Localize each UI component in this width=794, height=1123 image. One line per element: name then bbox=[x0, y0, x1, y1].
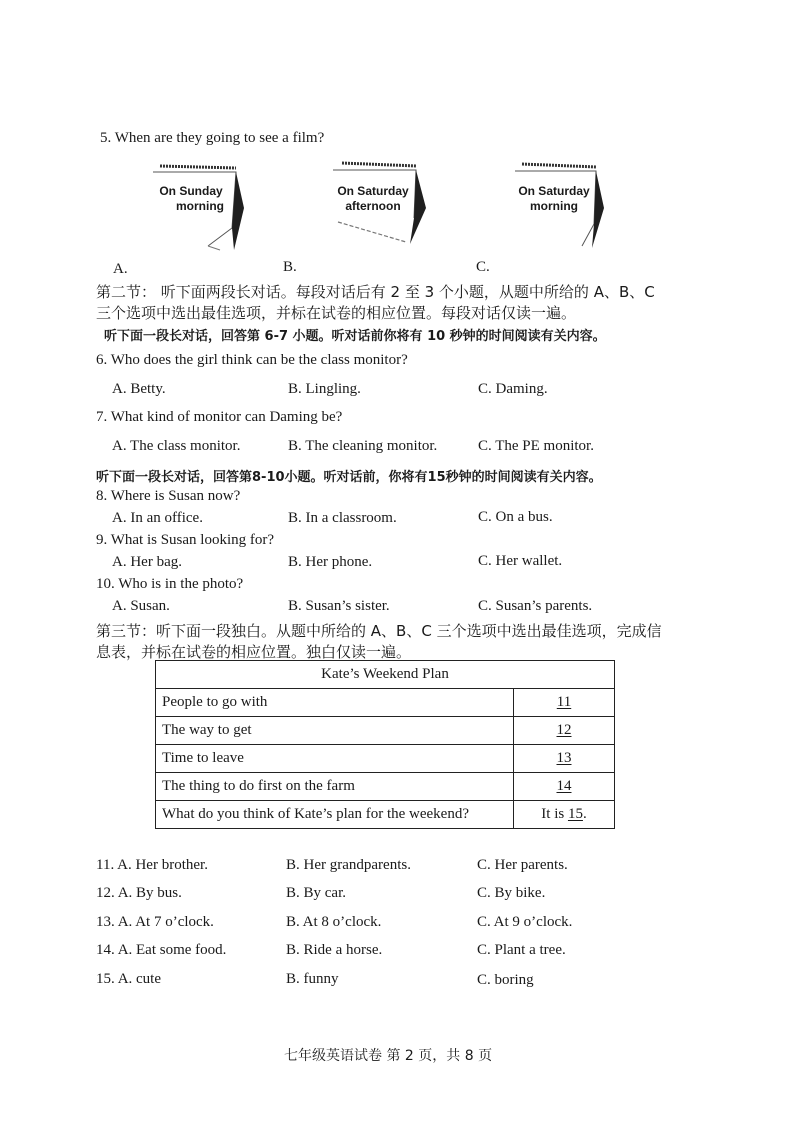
question-7: 7. What kind of monitor can Daming be? bbox=[96, 409, 343, 425]
calendar-c-image bbox=[510, 158, 660, 253]
table-row bbox=[156, 689, 615, 717]
calendar-c-line1: On Saturday bbox=[518, 184, 590, 198]
table-title-row bbox=[156, 661, 615, 689]
q13-option-b[interactable]: B. At 8 o’clock. bbox=[286, 914, 382, 930]
q12-option-c[interactable]: C. By bike. bbox=[477, 885, 546, 901]
question-5: 5. When are they going to see a film? bbox=[100, 130, 325, 146]
section3-instruction-line2: 息表，并标在试卷的相应位置。独白仅读一遍。 bbox=[96, 643, 412, 661]
q11-option-b[interactable]: B. Her grandparents. bbox=[286, 857, 411, 873]
q8-option-a[interactable]: A. In an office. bbox=[112, 510, 203, 526]
table-row bbox=[156, 773, 615, 801]
table-row-label: People to go with bbox=[156, 689, 514, 717]
table-row bbox=[156, 717, 615, 745]
q6-option-a[interactable]: A. Betty. bbox=[112, 381, 166, 397]
q14-option-a: 14. A. Eat some food. bbox=[96, 942, 227, 958]
calendar-a-image bbox=[148, 158, 298, 253]
calendar-b-image bbox=[328, 158, 478, 253]
table-row-label: Time to leave bbox=[156, 745, 514, 773]
q15-option-c[interactable]: C. boring bbox=[477, 972, 534, 988]
q10-option-a[interactable]: A. Susan. bbox=[112, 598, 170, 614]
q11-option-c[interactable]: C. Her parents. bbox=[477, 857, 568, 873]
question-8: 8. Where is Susan now? bbox=[96, 488, 241, 504]
q7-option-a[interactable]: A. The class monitor. bbox=[112, 438, 241, 454]
q14-option-b[interactable]: B. Ride a horse. bbox=[286, 942, 383, 958]
q11-option-a: 11. A. Her brother. bbox=[96, 857, 208, 873]
answer-blank[interactable]: 12 bbox=[514, 717, 615, 745]
q12-option-b[interactable]: B. By car. bbox=[286, 885, 346, 901]
q7-option-b[interactable]: B. The cleaning monitor. bbox=[288, 438, 438, 454]
calendar-b-line1: On Saturday bbox=[337, 184, 409, 198]
q9-option-b[interactable]: B. Her phone. bbox=[288, 554, 373, 570]
q15-option-b[interactable]: B. funny bbox=[286, 971, 339, 987]
q10-option-b[interactable]: B. Susan’s sister. bbox=[288, 598, 390, 614]
q6-option-c[interactable]: C. Daming. bbox=[478, 381, 548, 397]
q5-option-a[interactable]: A. bbox=[113, 261, 128, 277]
section3-instruction-line1: 第三节：听下面一段独白。从题中所给的 A、B、C 三个选项中选出最佳选项，完成信 bbox=[96, 622, 662, 640]
q8-option-b[interactable]: B. In a classroom. bbox=[288, 510, 397, 526]
calendar-a-line2: morning bbox=[176, 199, 224, 213]
answer-blank[interactable]: 11 bbox=[514, 689, 615, 717]
answer-blank[interactable]: 13 bbox=[514, 745, 615, 773]
section2-instruction-line1: 第二节： 听下面两段长对话。每段对话后有 2 至 3 个小题，从题中所给的 A、B、C bbox=[96, 283, 655, 301]
q9-option-c[interactable]: C. Her wallet. bbox=[478, 553, 563, 569]
question-10: 10. Who is in the photo? bbox=[96, 576, 244, 592]
q8-option-c[interactable]: C. On a bus. bbox=[478, 509, 553, 525]
q5-option-b[interactable]: B. bbox=[283, 259, 297, 275]
page-footer: 七年级英语试卷 第 2 页，共 8 页 bbox=[284, 1048, 493, 1064]
table-row bbox=[156, 801, 615, 829]
calendar-c-line2: morning bbox=[530, 199, 578, 213]
answer-blank[interactable]: It is 15. bbox=[514, 801, 615, 829]
table-row-label: The thing to do first on the farm bbox=[156, 773, 514, 801]
q5-option-c[interactable]: C. bbox=[476, 259, 490, 275]
q15-option-a: 15. A. cute bbox=[96, 971, 162, 987]
table-row-label: The way to get bbox=[156, 717, 514, 745]
q12-option-a: 12. A. By bus. bbox=[96, 885, 182, 901]
q10-option-c[interactable]: C. Susan’s parents. bbox=[478, 598, 593, 614]
section2-instruction-line2: 三个选项中选出最佳选项，并标在试卷的相应位置。每段对话仅读一遍。 bbox=[96, 304, 577, 322]
weekend-plan-table bbox=[155, 660, 615, 829]
answer-blank[interactable]: 14 bbox=[514, 773, 615, 801]
q13-option-c[interactable]: C. At 9 o’clock. bbox=[477, 914, 573, 930]
calendar-a-line1: On Sunday bbox=[159, 184, 223, 198]
calendar-b-line2: afternoon bbox=[345, 199, 401, 213]
table-row bbox=[156, 745, 615, 773]
table-title: Kate’s Weekend Plan bbox=[156, 661, 615, 689]
q13-option-a: 13. A. At 7 o’clock. bbox=[96, 914, 214, 930]
question-9: 9. What is Susan looking for? bbox=[96, 532, 275, 548]
q7-option-c[interactable]: C. The PE monitor. bbox=[478, 438, 594, 454]
dialog2-instruction: 听下面一段长对话，回答第8-10小题。听对话前，你将有15秒钟的时间阅读有关内容。 bbox=[96, 470, 602, 485]
q6-option-b[interactable]: B. Lingling. bbox=[288, 381, 361, 397]
q9-option-a[interactable]: A. Her bag. bbox=[112, 554, 182, 570]
question-6: 6. Who does the girl think can be the class monitor? bbox=[96, 352, 408, 368]
q14-option-c[interactable]: C. Plant a tree. bbox=[477, 942, 566, 958]
dialog1-instruction: 听下面一段长对话，回答第 6-7 小题。听对话前你将有 10 秒钟的时间阅读有关内容。 bbox=[104, 329, 606, 344]
table-row-label: What do you think of Kate’s plan for the weekend? bbox=[156, 801, 514, 829]
